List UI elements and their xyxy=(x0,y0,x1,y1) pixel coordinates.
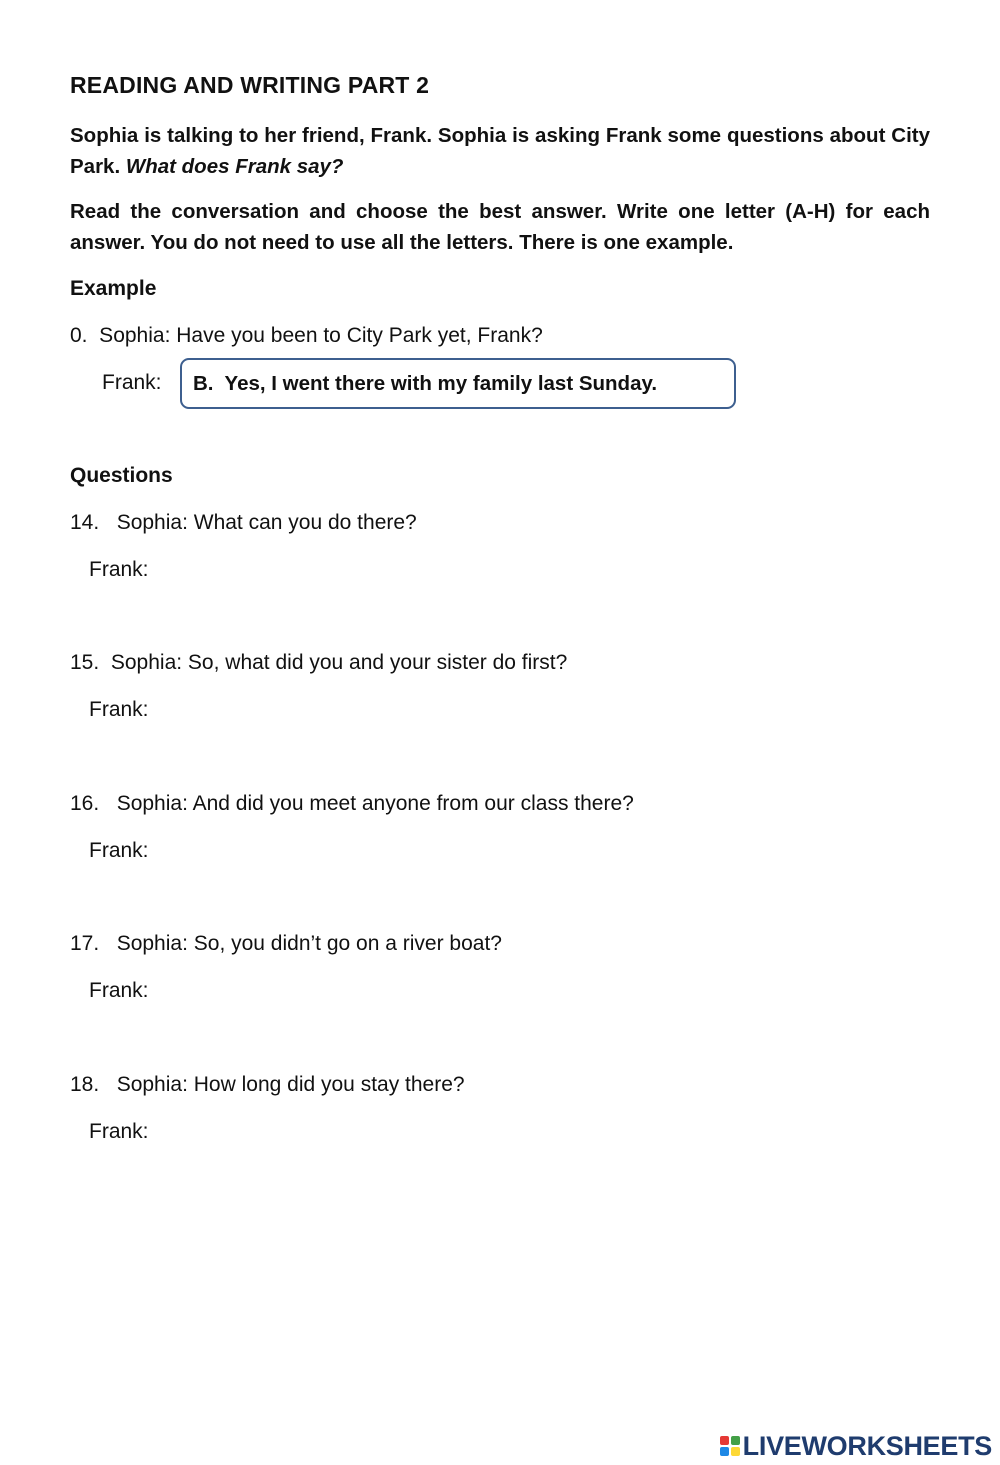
example-frank-label: Frank: xyxy=(102,371,162,394)
example-answer: B. Yes, I went there with my family last Sunday. xyxy=(193,371,658,395)
example-question: 0. Sophia: Have you been to City Park yet, Frank? xyxy=(70,324,543,347)
intro-question: What does Frank say? xyxy=(125,155,344,178)
instructions-paragraph: Read the conversation and choose the best answer. Write one letter (A-H) for each answer. You do not need to use all the letters. There is one example. xyxy=(70,200,930,254)
example-heading: Example xyxy=(70,277,157,300)
question-16: 16. Sophia: And did you meet anyone from our class there? xyxy=(70,792,634,815)
liveworksheets-logo xyxy=(720,1430,992,1461)
page-title: READING AND WRITING PART 2 xyxy=(70,72,430,98)
question-17-frank-label: Frank: xyxy=(89,979,149,1002)
questions-heading: Questions xyxy=(70,464,173,487)
question-14-frank-label: Frank: xyxy=(89,558,149,581)
question-18: 18. Sophia: How long did you stay there? xyxy=(70,1073,465,1096)
question-16-frank-label: Frank: xyxy=(89,839,149,862)
question-15: 15. Sophia: So, what did you and your sister do first? xyxy=(70,651,568,674)
intro-text: Sophia is talking to her friend, Frank. Sophia is asking Frank some questions about City Park. xyxy=(70,124,930,178)
logo-text: LIVEWORKSHEETS xyxy=(742,1430,992,1461)
question-17: 17. Sophia: So, you didn’t go on a river boat? xyxy=(70,932,502,955)
liveworksheets-logo-icon xyxy=(720,1436,740,1456)
example-answer-box xyxy=(180,358,736,409)
question-18-frank-label: Frank: xyxy=(89,1120,149,1143)
question-14: 14. Sophia: What can you do there? xyxy=(70,511,417,534)
intro-paragraph xyxy=(70,120,930,182)
question-15-frank-label: Frank: xyxy=(89,698,149,721)
